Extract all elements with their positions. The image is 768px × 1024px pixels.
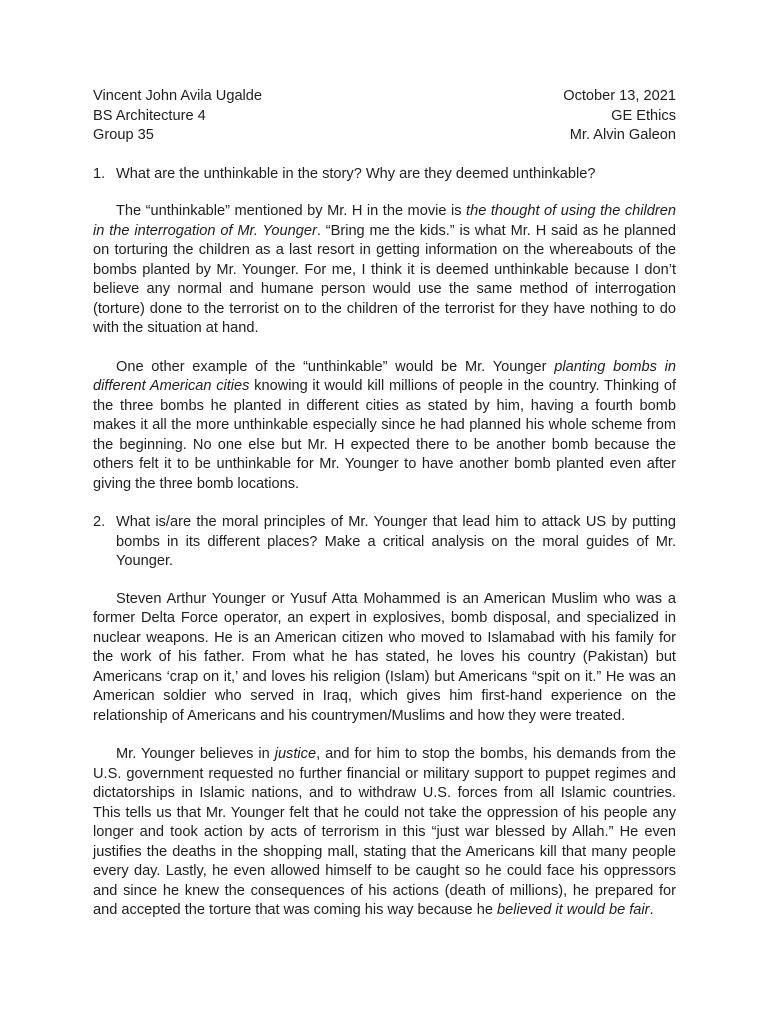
paragraph-text: . <box>649 902 654 918</box>
author-program: BS Architecture 4 <box>93 107 206 124</box>
document-header <box>93 87 676 146</box>
emphasized-text: believed it would be fair <box>497 902 650 918</box>
question-text: What are the unthinkable in the story? Why are they deemed unthinkable? <box>116 165 596 182</box>
question-number: 2. <box>93 514 106 530</box>
header-left <box>93 87 262 146</box>
header-right <box>563 87 676 146</box>
emphasized-text: justice <box>274 746 317 762</box>
paragraph-text: . “Bring me the kids.” is what Mr. H said as he planned on torturing the children as a last resort in getting information on the whereabouts of the bombs planted by Mr. Younger. For me, I think it is deemed unthinkable because I don’t believe any normal and humane person would use the same method of interrogation (torture) done to the terrorist on to the children of the terrorist for they have nothing to do with the situation at hand. <box>93 222 676 336</box>
question-text: What is/are the moral principles of Mr. Younger that lead him to attack US by putting bombs in its different places? Make a critical analysis on the moral guides of Mr. Younger. <box>116 514 676 569</box>
paragraph-text: knowing it would kill millions of people in the country. Thinking of the three bombs he planted in different cities as stated by him, having a fourth bomb makes it all the more unthinkable especially since he had planned his whole scheme from the beginning. No one else but Mr. H expected there to be another bomb because the others felt it to be unthinkable for Mr. Younger to have another bomb planted even after giving the three bomb locations. <box>93 378 676 492</box>
question-number: 1. <box>93 165 106 182</box>
question-1 <box>93 165 676 185</box>
paragraph-text: The “unthinkable” mentioned by Mr. H in the movie is <box>116 203 467 219</box>
answer-2-paragraph-1 <box>93 590 676 727</box>
course-subject: GE Ethics <box>611 107 676 124</box>
paragraph-text: Steven Arthur Younger or Yusuf Atta Mohammed is an American Muslim who was a former Delta Force operator, an expert in explosives, bomb disposal, and specialized in nuclear weapons. He is an American citizen who moved to Islamabad with his family for the work of his father. From what he has stated, he loves his country (Pakistan) but Americans ‘crap on it,’ and loves his religion (Islam) but Americans “spit on it.” He was an American soldier who served in Iraq, which gives him first-hand experience on the relationship of Americans and his countrymen/Muslims and how they were treated. <box>93 590 676 724</box>
paragraph-text: One other example of the “unthinkable” would be Mr. Younger <box>116 358 555 375</box>
question-2 <box>93 513 676 572</box>
document-date: October 13, 2021 <box>563 88 676 104</box>
author-name: Vincent John Avila Ugalde <box>93 88 263 104</box>
paragraph-text: Mr. Younger believes in <box>116 746 275 762</box>
emphasized-text: the thought of using the children in the interrogation of Mr. Younger <box>93 203 676 239</box>
answer-1-paragraph-1 <box>93 202 676 339</box>
author-group: Group 35 <box>93 127 154 143</box>
paragraph-text: , and for him to stop the bombs, his demands from the U.S. government requested no further financial or military support to puppet regimes and dictatorships in Islamic nations, and to withdraw U.S. forces from all Islamic countries. This tells us that Mr. Younger felt that he could not take the oppression of his people any longer and took action by acts of terrorism in this “just war blessed by Allah.” He even justifies the deaths in the shopping mall, stating that the Americans kill that many people every day. Lastly, he even allowed himself to be caught so he could face his oppressors and since he knew the consequences of his actions (death of millions), he prepared for and accepted the torture that was coming his way because he <box>93 746 676 918</box>
answer-1-paragraph-2 <box>93 358 676 495</box>
answer-2-paragraph-2 <box>93 745 676 921</box>
instructor-name: Mr. Alvin Galeon <box>569 127 676 143</box>
document-page <box>93 87 676 940</box>
emphasized-text: planting bombs in different American cities <box>93 358 676 394</box>
